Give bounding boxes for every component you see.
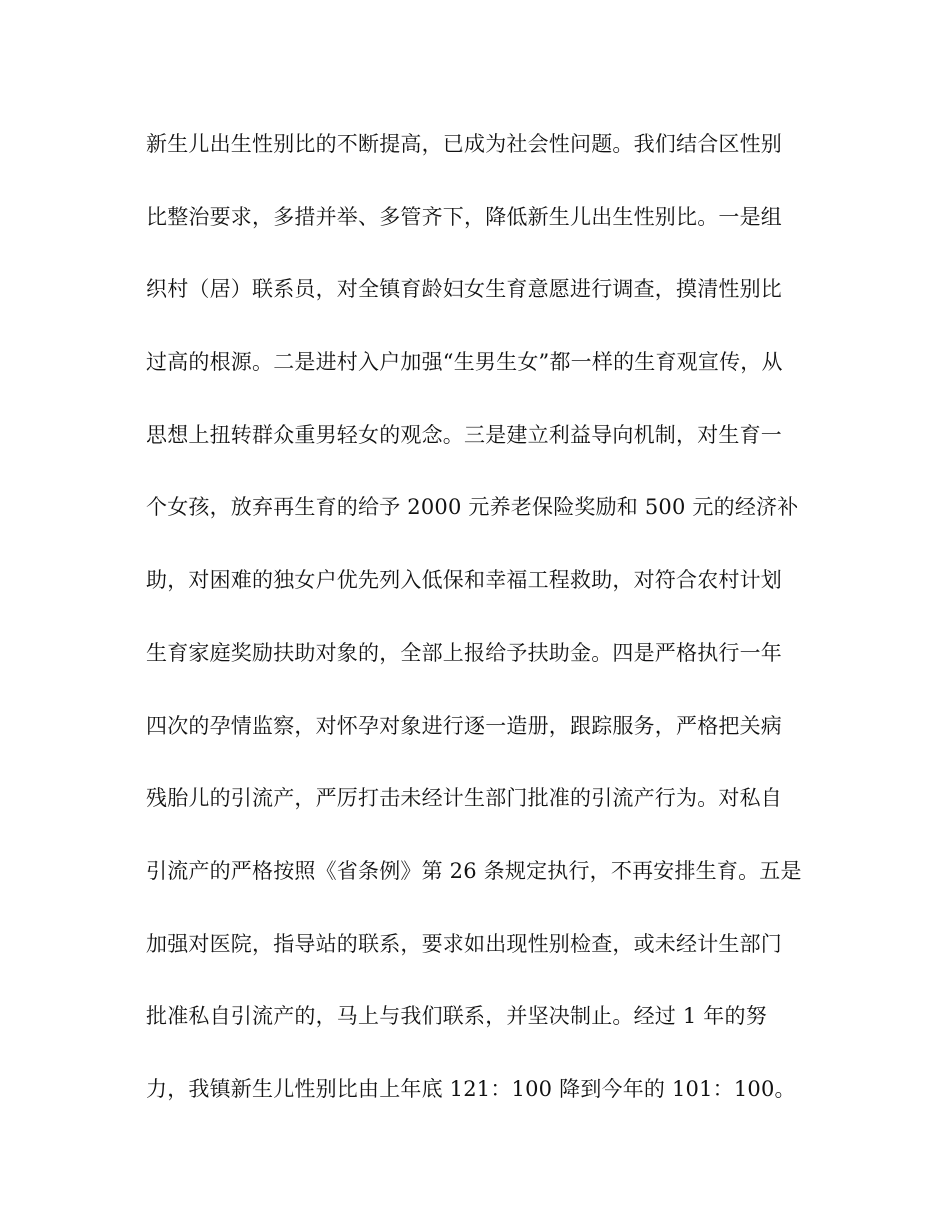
paragraph-line: 织村（居）联系员，对全镇育龄妇女生育意愿进行调查，摸清性别比 xyxy=(146,277,782,302)
paragraph-line: 加强对医院，指导站的联系，要求如出现性别检查，或未经计生部门 xyxy=(146,931,782,956)
paragraph-line: 比整治要求，多措并举、多管齐下，降低新生儿出生性别比。一是组 xyxy=(146,204,782,229)
paragraph-line: 引流产的严格按照《省条例》第 26 条规定执行，不再安排生育。五是 xyxy=(146,858,802,883)
paragraph-line: 思想上扭转群众重男轻女的观念。三是建立利益导向机制，对生育一 xyxy=(146,422,782,447)
paragraph-line: 生育家庭奖励扶助对象的，全部上报给予扶助金。四是严格执行一年 xyxy=(146,640,782,665)
paragraph-line: 力，我镇新生儿性别比由上年底 121：100 降到今年的 101：100。 xyxy=(146,1076,796,1101)
paragraph-line: 过高的根源。二是进村入户加强“生男生女”都一样的生育观宣传，从 xyxy=(146,350,783,375)
paragraph-line: 助，对困难的独女户优先列入低保和幸福工程救助，对符合农村计划 xyxy=(146,568,782,593)
paragraph-line: 新生儿出生性别比的不断提高，已成为社会性问题。我们结合区性别 xyxy=(146,132,782,156)
body-paragraph xyxy=(146,122,826,1140)
paragraph-line: 批准私自引流产的，马上与我们联系，并坚决制止。经过 1 年的努 xyxy=(146,1004,767,1029)
paragraph-line: 四次的孕情监察，对怀孕对象进行逐一造册，跟踪服务，严格把关病 xyxy=(146,713,782,738)
paragraph-line: 残胎儿的引流产，严厉打击未经计生部门批准的引流产行为。对私自 xyxy=(146,786,782,811)
paragraph-line: 个女孩，放弃再生育的给予 2000 元养老保险奖励和 500 元的经济补 xyxy=(146,495,799,520)
